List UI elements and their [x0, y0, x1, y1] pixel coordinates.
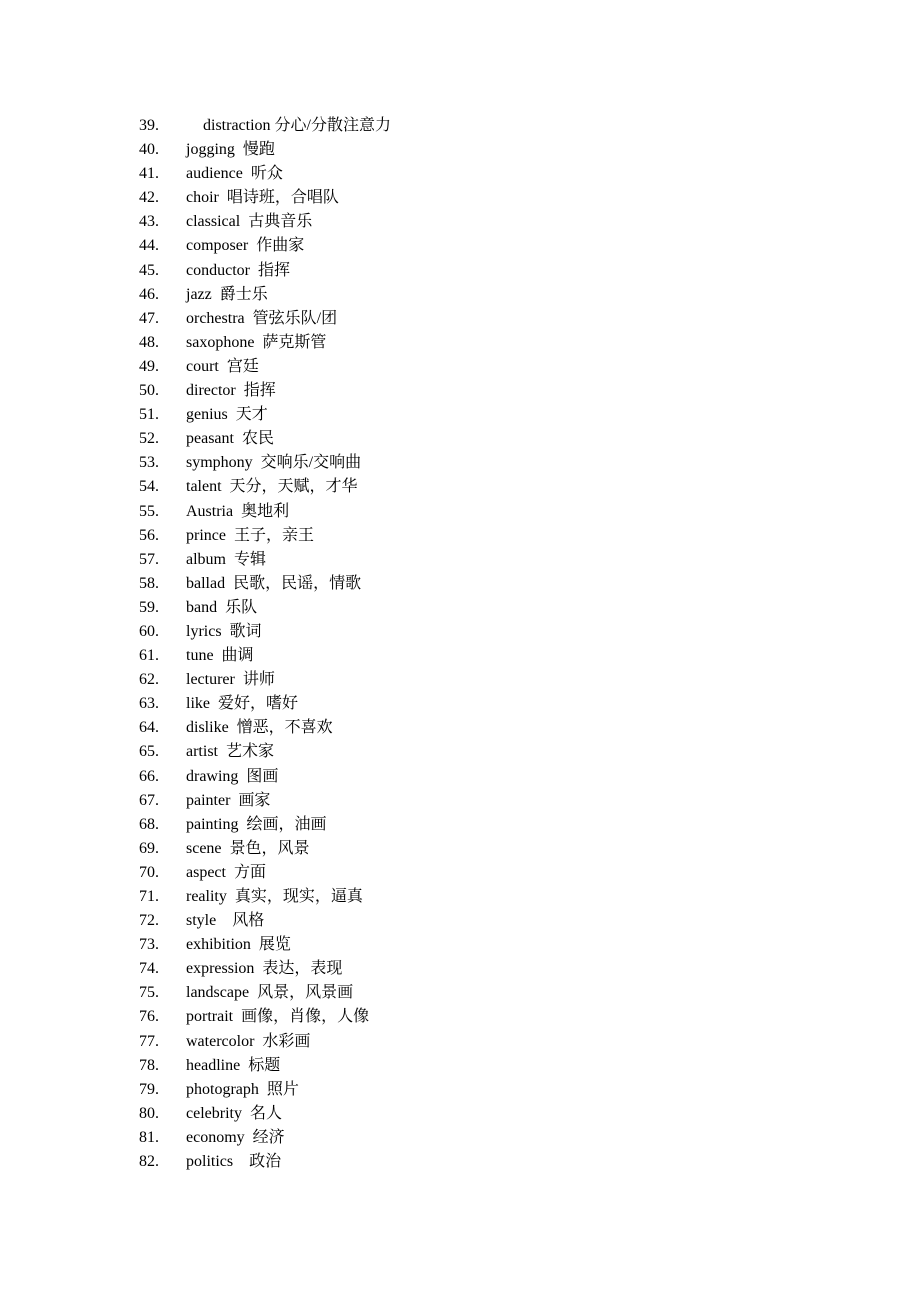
item-number: 48. — [139, 333, 159, 351]
item-number: 44. — [139, 237, 159, 255]
item-number: 58. — [139, 574, 159, 592]
item-number: 54. — [139, 478, 159, 496]
list-item — [139, 500, 391, 524]
list-item — [139, 379, 391, 403]
list-item — [139, 1005, 391, 1029]
item-text: celebrity 名人 — [186, 1104, 282, 1122]
item-number: 52. — [139, 430, 159, 448]
item-text: scene 景色，风景 — [186, 839, 310, 857]
item-number: 79. — [139, 1080, 159, 1098]
list-item — [139, 475, 391, 499]
item-number: 65. — [139, 743, 159, 761]
item-text: watercolor 水彩画 — [186, 1032, 311, 1050]
item-text: orchestra 管弦乐队/团 — [186, 309, 338, 327]
list-item — [139, 740, 391, 764]
item-text: album 专辑 — [186, 550, 266, 568]
item-text: landscape 风景，风景画 — [186, 984, 354, 1002]
item-text: painter 画家 — [186, 791, 271, 809]
list-item — [139, 596, 391, 620]
item-text: artist 艺术家 — [186, 743, 274, 761]
item-text: tune 曲调 — [186, 647, 254, 665]
item-text: like 爱好，嗜好 — [186, 695, 298, 713]
item-number: 42. — [139, 189, 159, 207]
item-number: 41. — [139, 165, 159, 183]
item-number: 74. — [139, 960, 159, 978]
list-item — [139, 933, 391, 957]
item-number: 80. — [139, 1104, 159, 1122]
list-item — [139, 186, 391, 210]
item-text: expression 表达，表现 — [186, 960, 343, 978]
list-item — [139, 331, 391, 355]
list-item — [139, 572, 391, 596]
item-text: reality 真实，现实，逼真 — [186, 888, 363, 905]
item-text: jazz 爵士乐 — [186, 285, 268, 303]
item-text: symphony 交响乐/交响曲 — [186, 454, 362, 472]
item-number: 82. — [139, 1153, 159, 1171]
item-number: 61. — [139, 647, 159, 665]
list-item — [139, 692, 391, 716]
list-item — [139, 1102, 391, 1126]
list-item — [139, 837, 391, 861]
item-number: 70. — [139, 863, 159, 881]
list-item — [139, 957, 391, 981]
item-number: 69. — [139, 839, 159, 857]
vocabulary-list — [139, 114, 391, 1174]
item-text: peasant 农民 — [186, 430, 274, 448]
item-number: 57. — [139, 550, 159, 568]
item-text: saxophone 萨克斯管 — [186, 333, 327, 351]
item-number: 75. — [139, 984, 159, 1002]
list-item — [139, 259, 391, 283]
item-text: composer 作曲家 — [186, 237, 305, 255]
item-number: 68. — [139, 815, 159, 833]
item-number: 64. — [139, 719, 159, 737]
list-item — [139, 427, 391, 451]
list-item — [139, 451, 391, 475]
item-text: headline 标题 — [186, 1056, 281, 1074]
item-text: photograph 照片 — [186, 1080, 299, 1098]
list-item — [139, 210, 391, 234]
list-item — [139, 644, 391, 668]
list-item — [139, 861, 391, 885]
list-item — [139, 813, 391, 837]
item-text: portrait 画像，肖像，人像 — [186, 1008, 370, 1026]
item-number: 43. — [139, 213, 159, 231]
list-item — [139, 524, 391, 548]
item-text: audience 听众 — [186, 165, 283, 183]
list-item — [139, 138, 391, 162]
item-text: painting 绘画，油画 — [186, 815, 327, 833]
item-text: lecturer 讲师 — [186, 671, 275, 689]
item-number: 67. — [139, 791, 159, 809]
list-item — [139, 1126, 391, 1150]
list-item — [139, 716, 391, 740]
item-text: band 乐队 — [186, 598, 258, 616]
item-text: exhibition 展览 — [186, 936, 291, 954]
list-item — [139, 1030, 391, 1054]
item-text: genius 天才 — [186, 406, 268, 424]
list-item — [139, 114, 391, 138]
list-item — [139, 548, 391, 572]
list-item — [139, 283, 391, 307]
item-text: aspect 方面 — [186, 863, 266, 881]
item-number: 45. — [139, 261, 159, 279]
item-number: 81. — [139, 1128, 159, 1146]
item-number: 63. — [139, 695, 159, 713]
item-number: 72. — [139, 912, 159, 930]
item-text: dislike 憎恶，不喜欢 — [186, 719, 333, 737]
item-text: court 宫廷 — [186, 357, 259, 375]
list-item — [139, 789, 391, 813]
item-number: 76. — [139, 1008, 159, 1026]
item-number: 51. — [139, 406, 159, 424]
item-text: distraction 分心/分散注意力 — [203, 117, 391, 134]
list-item — [139, 1150, 391, 1174]
item-text: talent 天分，天赋，才华 — [186, 478, 358, 496]
item-text: director 指挥 — [186, 382, 276, 400]
list-item — [139, 403, 391, 427]
item-number: 60. — [139, 622, 159, 640]
item-number: 73. — [139, 936, 159, 954]
item-number: 56. — [139, 526, 159, 544]
item-number: 47. — [139, 309, 159, 327]
item-number: 49. — [139, 357, 159, 375]
item-number: 71. — [139, 888, 159, 905]
item-text: ballad 民歌，民谣，情歌 — [186, 574, 362, 592]
list-item — [139, 668, 391, 692]
list-item — [139, 355, 391, 379]
item-number: 62. — [139, 671, 159, 689]
item-text: classical 古典音乐 — [186, 213, 313, 231]
list-item — [139, 885, 391, 909]
item-text: drawing 图画 — [186, 767, 279, 785]
item-text: style 风格 — [186, 912, 265, 930]
item-number: 78. — [139, 1056, 159, 1074]
item-number: 55. — [139, 502, 159, 520]
item-number: 77. — [139, 1032, 159, 1050]
item-text: politics 政治 — [186, 1153, 282, 1171]
item-number: 66. — [139, 767, 159, 785]
item-text: Austria 奥地利 — [186, 502, 290, 520]
list-item — [139, 620, 391, 644]
item-number: 50. — [139, 382, 159, 400]
list-item — [139, 1054, 391, 1078]
list-item — [139, 909, 391, 933]
item-number: 59. — [139, 598, 159, 616]
item-number: 46. — [139, 285, 159, 303]
list-item — [139, 162, 391, 186]
item-text: conductor 指挥 — [186, 261, 290, 279]
item-number: 39. — [139, 117, 159, 134]
item-text: lyrics 歌词 — [186, 622, 262, 640]
item-text: prince 王子，亲王 — [186, 526, 314, 544]
item-number: 53. — [139, 454, 159, 472]
list-item — [139, 234, 391, 258]
item-text: choir 唱诗班，合唱队 — [186, 189, 339, 207]
list-item — [139, 765, 391, 789]
list-item — [139, 981, 391, 1005]
list-item — [139, 1078, 391, 1102]
item-text: jogging 慢跑 — [186, 141, 275, 159]
item-text: economy 经济 — [186, 1128, 285, 1146]
list-item — [139, 307, 391, 331]
item-number: 40. — [139, 141, 159, 159]
